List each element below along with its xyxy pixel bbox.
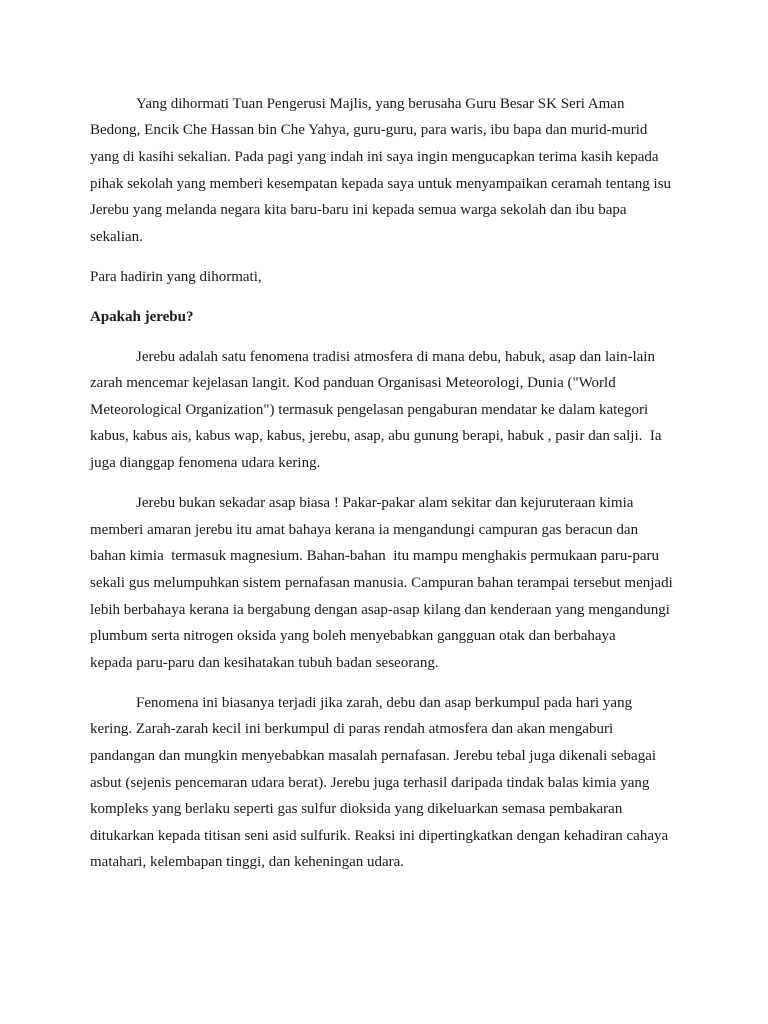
- text-line: sekali gus melumpuhkan sistem pernafasan manusia. Campuran bahan terampai tersebut menjadi: [90, 575, 673, 591]
- text-line: Jerebu yang melanda negara kita baru-baru ini kepada semua warga sekolah dan ibu bapa: [90, 202, 627, 218]
- text-line: memberi amaran jerebu itu amat bahaya kerana ia mengandungi campuran gas beracun dan: [90, 522, 639, 538]
- text-line: sekalian.: [90, 229, 143, 245]
- text-line: kabus, kabus ais, kabus wap, kabus, jerebu, asap, abu gunung berapi, habuk , pasir dan salji. Ia: [90, 428, 662, 444]
- text-line: yang di kasihi sekalian. Pada pagi yang indah ini saya ingin mengucapkan terima kasih kepada: [90, 149, 659, 165]
- text-line: asbut (sejenis pencemaran udara berat). Jerebu juga terhasil daripada tindak balas kimia yang: [90, 775, 650, 791]
- text-line: pandangan dan mungkin menyebabkan masalah pernafasan. Jerebu tebal juga dikenali sebagai: [90, 748, 657, 764]
- heading-text: Apakah jerebu?: [90, 309, 194, 325]
- text-line: Yang dihormati Tuan Pengerusi Majlis, yang berusaha Guru Besar SK Seri Aman: [136, 96, 625, 112]
- text-line: matahari, kelembapan tinggi, dan keheningan udara.: [90, 854, 405, 870]
- text-line: Meteorological Organization") termasuk pengelasan pengaburan mendatar ke dalam kategori: [90, 402, 649, 418]
- text-line: Bedong, Encik Che Hassan bin Che Yahya, guru-guru, para waris, ibu bapa dan murid-murid: [90, 122, 648, 138]
- text-line: lebih berbahaya kerana ia bergabung dengan asap-asap kilang dan kenderaan yang mengandungi: [90, 602, 670, 618]
- text-line: pihak sekolah yang memberi kesempatan kepada saya untuk menyampaikan ceramah tentang isu: [90, 176, 672, 192]
- text-line: Para hadirin yang dihormati,: [90, 269, 262, 285]
- text-line: juga dianggap fenomena udara kering.: [90, 455, 321, 471]
- text-line: Fenomena ini biasanya terjadi jika zarah, debu dan asap berkumpul pada hari yang: [136, 695, 633, 711]
- text-line: kepada paru-paru dan kesihatakan tubuh badan seseorang.: [90, 655, 439, 671]
- text-line: zarah mencemar kejelasan langit. Kod panduan Organisasi Meteorologi, Dunia ("World: [90, 375, 616, 391]
- text-line: kering. Zarah-zarah kecil ini berkumpul di paras rendah atmosfera dan akan mengaburi: [90, 721, 614, 737]
- text-line: Jerebu adalah satu fenomena tradisi atmosfera di mana debu, habuk, asap dan lain-lain: [136, 349, 655, 365]
- text-line: bahan kimia termasuk magnesium. Bahan-bahan itu mampu menghakis permukaan paru-paru: [90, 548, 659, 564]
- text-line: Jerebu bukan sekadar asap biasa ! Pakar-pakar alam sekitar dan kejuruteraan kimia: [136, 495, 634, 511]
- text-line: kompleks yang berlaku seperti gas sulfur dioksida yang dikeluarkan semasa pembakaran: [90, 801, 623, 817]
- text-line: plumbum serta nitrogen oksida yang boleh menyebabkan gangguan otak dan berbahaya: [90, 628, 616, 644]
- text-line: ditukarkan kepada titisan seni asid sulfurik. Reaksi ini dipertingkatkan dengan kehadiran cahaya: [90, 828, 669, 844]
